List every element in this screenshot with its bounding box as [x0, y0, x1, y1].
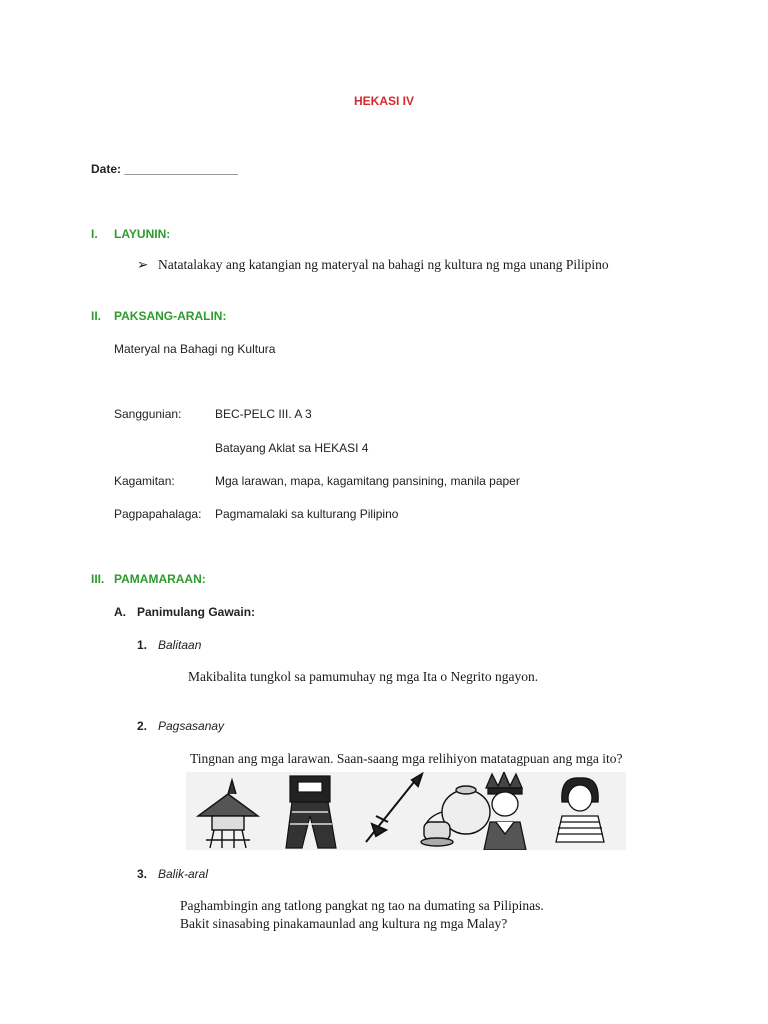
- step-2-number: 2.: [137, 719, 148, 733]
- step-2-name: Pagsasanay: [158, 719, 225, 733]
- sanggunian-value-2: Batayang Aklat sa HEKASI 4: [215, 441, 369, 455]
- section-ii-number: II.: [91, 309, 102, 323]
- sanggunian-label: Sanggunian:: [114, 407, 182, 421]
- woven-garment-icon: [286, 776, 336, 848]
- date-label: Date:: [91, 162, 122, 176]
- layunin-bullet: ➢: [137, 257, 149, 272]
- date-line: [91, 162, 238, 176]
- step-1-number: 1.: [137, 638, 148, 652]
- page-title: HEKASI IV: [353, 94, 414, 108]
- step-2-text: Tingnan ang mga larawan. Saan-saang mga relihiyon matatagpuan ang mga ito?: [190, 751, 623, 766]
- kagamitan-value: Mga larawan, mapa, kagamitang pansining, manila paper: [215, 474, 520, 488]
- section-iii-number: III.: [91, 572, 105, 586]
- date-blank: _________________: [124, 162, 238, 176]
- pagpapahalaga-label: Pagpapahalaga:: [114, 507, 202, 521]
- section-i-number: I.: [91, 227, 98, 241]
- culture-illustrations: [186, 772, 626, 850]
- step-3-name: Balik-aral: [158, 867, 209, 881]
- pagpapahalaga-value: Pagmamalaki sa kulturang Pilipino: [215, 507, 399, 521]
- section-iii-heading: PAMAMARAAN:: [114, 572, 206, 586]
- subsection-a-heading: Panimulang Gawain:: [137, 605, 256, 619]
- subsection-a-letter: A.: [114, 605, 126, 619]
- step-3-text-line-2: Bakit sinasabing pinakamaunlad ang kultura ng mga Malay?: [180, 916, 508, 931]
- step-3-number: 3.: [137, 867, 148, 881]
- step-1-name: Balitaan: [158, 638, 202, 652]
- kagamitan-label: Kagamitan:: [114, 474, 175, 488]
- sanggunian-value: BEC-PELC III. A 3: [215, 407, 312, 421]
- topic-text: Materyal na Bahagi ng Kultura: [114, 342, 276, 356]
- hut-icon: [198, 780, 258, 848]
- section-ii-heading: PAKSANG-ARALIN:: [114, 309, 227, 323]
- woman-icon: [556, 778, 604, 842]
- step-1-text: Makibalita tungkol sa pamumuhay ng mga Ita o Negrito ngayon.: [188, 669, 539, 684]
- spear-icon: [366, 774, 422, 842]
- layunin-item: Natatalakay ang katangian ng materyal na bahagi ng kultura ng mga unang Pilipino: [158, 257, 609, 272]
- section-i-heading: LAYUNIN:: [114, 227, 171, 241]
- illustrations-svg: [186, 772, 626, 850]
- step-3-text-line-1: Paghambingin ang tatlong pangkat ng tao na dumating sa Pilipinas.: [180, 898, 544, 913]
- clay-jar-icon: [421, 786, 490, 846]
